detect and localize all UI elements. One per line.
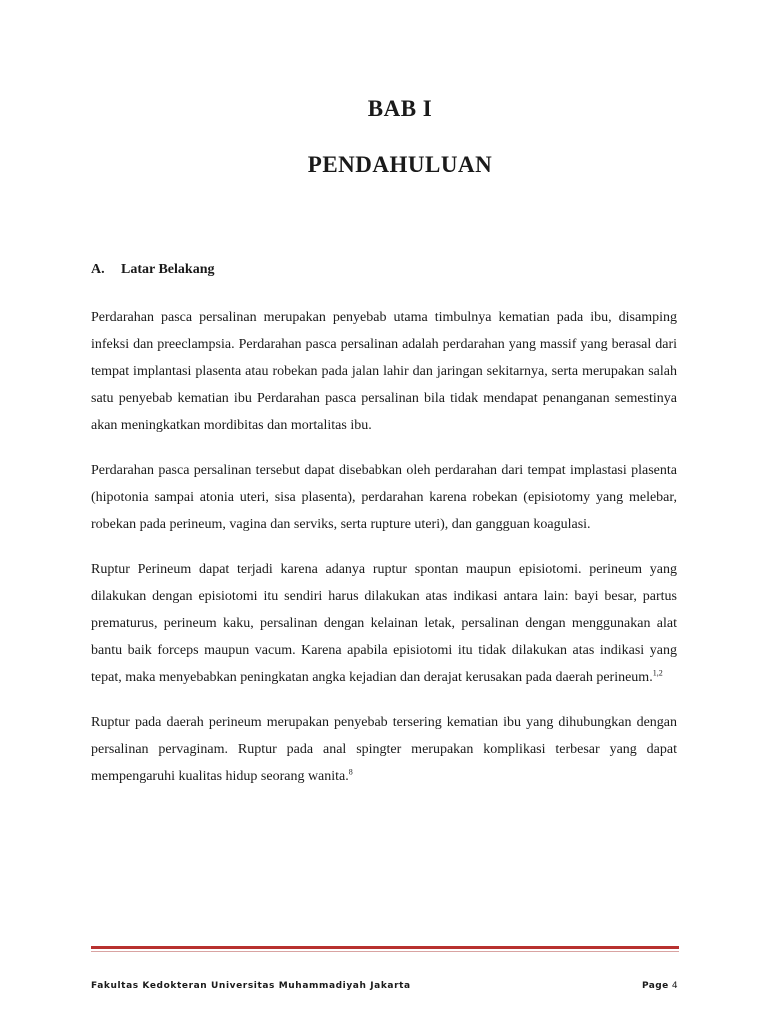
paragraph <box>91 457 677 538</box>
footer-page-label <box>642 981 678 991</box>
footer-divider <box>91 946 679 949</box>
paragraph-text: Perdarahan pasca persalinan merupakan penyebab utama timbulnya kematian pada ibu, disamping infeksi dan preeclampsia. Perdarahan pasca persalinan adalah perdarahan yang massif yang berasal dari tempat implantasi plasenta atau robekan pada jalan lahir dan jaringan sekitarnya, serta merupakan salah satu penyebab kematian ibu Perdarahan pasca persalinan bila tidak mendapat penanganan semestinya akan meningkatkan mordibitas dan mortalitas ibu. <box>91 310 677 433</box>
footnote-reference: 1,2 <box>652 668 663 678</box>
paragraph <box>91 304 677 439</box>
paragraph-text: Ruptur Perineum dapat terjadi karena adanya ruptur spontan maupun episiotomi. perineum yang dilakukan dengan episiotomi itu sendiri harus dilakukan atas indikasi antara lain: bayi besar, partus prematurus, perineum kaku, persalinan dengan kelainan letak, persalinan dengan menggunakan alat bantu baik forceps maupun vacum. Karena apabila episiotomi itu tidak dilakukan atas indikasi yang tepat, maka menyebabkan peningkatan angka kejadian dan derajat kerusakan pada daerah perineum. <box>91 562 677 685</box>
paragraph-text: Perdarahan pasca persalinan tersebut dapat disebabkan oleh perdarahan dari tempat implastasi plasenta (hipotonia sampai atonia uteri, sisa plasenta), perdarahan karena robekan (episiotomy yang melebar, robekan pada perineum, vagina dan serviks, serta rupture uteri), dan gangguan koagulasi. <box>91 463 677 532</box>
paragraph-text: Ruptur pada daerah perineum merupakan penyebab tersering kematian ibu yang dihubungkan dengan persalinan pervaginam. Ruptur pada anal spingter merupakan komplikasi terbesar yang dapat mempengaruhi kualitas hidup seorang wanita. <box>91 715 677 784</box>
footer-institution: Fakultas Kedokteran Universitas Muhammadiyah Jakarta <box>91 981 411 991</box>
section-number: A. <box>91 262 105 277</box>
footer-page-number: 4 <box>671 981 678 991</box>
footer-page-word: Page <box>642 981 669 991</box>
chapter-title: PENDAHULUAN <box>307 152 493 177</box>
section-title: Latar Belakang <box>121 262 215 277</box>
section-heading <box>91 262 214 278</box>
footer-divider-thin <box>91 951 679 952</box>
paragraph <box>91 709 677 790</box>
paragraph <box>91 556 677 691</box>
footnote-reference: 8 <box>348 767 353 777</box>
chapter-label: BAB I <box>367 96 433 121</box>
body-text <box>91 304 677 808</box>
